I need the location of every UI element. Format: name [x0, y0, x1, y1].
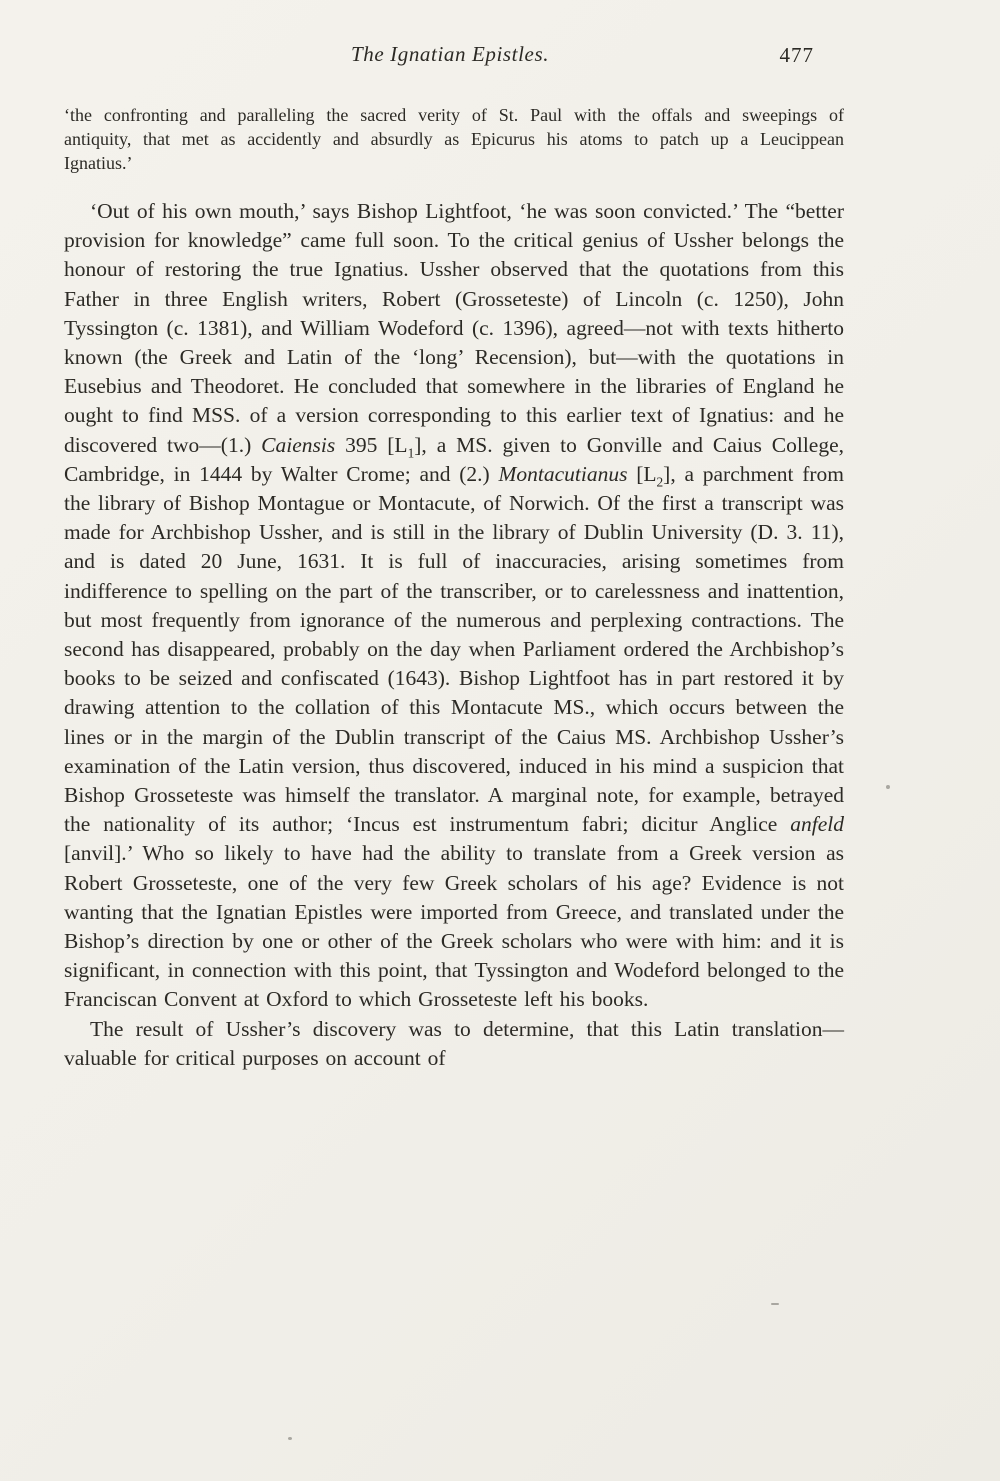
- scan-speck: [288, 1437, 292, 1440]
- running-head: [64, 42, 844, 70]
- running-title: The Ignatian Epistles.: [350, 42, 550, 66]
- quoted-extract: ‘the confronting and paralleling the sacred verity of St. Paul with the offals and sweepings of antiquity, that met as accidently and absurdly as Epicurus his atoms to patch up a Leucippean Ignatius.’: [64, 105, 844, 173]
- scan-speck: [886, 785, 890, 789]
- text-column: [64, 42, 844, 1073]
- body-paragraph: ‘Out of his own mouth,’ says Bishop Lightfoot, ‘he was soon convicted.’ The “better provision for knowledge” came full soon. To the critical genius of Ussher belongs the honour of restoring the true Ignatius. Ussher observed that the quotations from this Father in three English writers, Robert (Grosseteste) of Lincoln (c. 1250), John Tyssington (c. 1381), and William Wodeford (c. 1396), agreed—not with texts hitherto known (the Greek and Latin of the ‘long’ Recension), but—with the quotations in Eusebius and Theodoret. He concluded that somewhere in the libraries of England he ought to find MSS. of a version corresponding to this earlier text of Ignatius: and he discovered two—(1.) Caiensis 395 $[L_1]$, a MS. given to Gonville and Caius College, Cambridge, in 1444 by Walter Crome; and (2.) Montacutianus $[L_2]$, a parchment from the library of Bishop Montague or Montacute, of Norwich. Of the first a transcript was made for Archbishop Ussher, and is still in the library of Dublin University (D. 3. 11), and is dated 20 June, 1631. It is full of inaccuracies, arising sometimes from indifference to spelling on the part of the transcriber, or to carelessness and inattention, but most frequently from ignorance of the numerous and perplexing contractions. The second has disappeared, probably on the day when Parliament ordered the Archbishop’s books to be seized and confiscated (1643). Bishop Lightfoot has in part restored it by drawing attention to the collation of this Montacute MS., which occurs between the lines or in the margin of the Dublin transcript of the Caius MS. Archbishop Ussher’s examination of the Latin version, thus discovered, induced in his mind a suspicion that Bishop Grosseteste was himself the translator. A marginal note, for example, betrayed the nationality of its author; ‘Incus est instrumentum fabri; dicitur Anglice anfeld [anvil].’ Who so likely to have had the ability to translate from a Greek version as Robert Grosseteste, one of the very few Greek scholars of his age? Evidence is not wanting that the Ignatian Epistles were imported from Greece, and translated under the Bishop’s direction by one or other of the Greek scholars who were with him: and it is significant, in connection with this point, that Tyssington and Wodeford belonged to the Franciscan Convent at Oxford to which Grosseteste left his books.: [64, 199, 845, 1012]
- page-number: 477: [779, 43, 814, 67]
- scan-speck: [771, 1303, 779, 1305]
- body-paragraph: The result of Ussher’s discovery was to determine, that this Latin translation—valuable for critical purposes on account of: [64, 1016, 844, 1070]
